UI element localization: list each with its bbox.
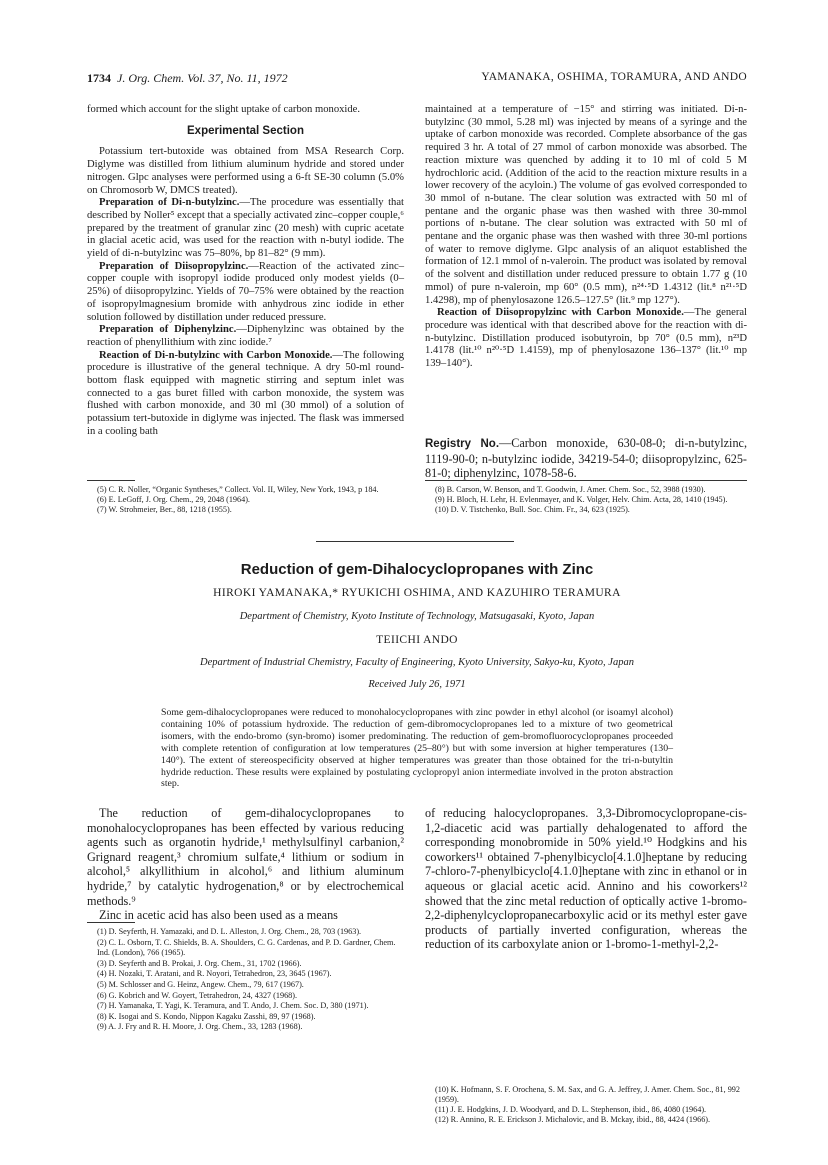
abstract: Some gem-dihalocyclopropanes were reduced to monohalocyclopropanes with zinc powder in ethyl alcohol (or isoamyl alcohol) containing 10% of potassium hydroxide. The reduction of gem-dibromocyclopropanes led to a mixture of two geometrical isomers, with the endo-bromo (syn-bromo) isomer predominating. The reduction of gem-bromofluorocyclopropanes proceeded with complete retention of configuration at low temperatures (25–80°) but with some inversion at higher temperatures (130–140°). The extent of stereospecificity observed at higher temperatures was greater than those obtained for the tri-n-butyltin hydride reduction. These results were explained by postulating cyclopropyl anion intermediate involved in the proton abstraction step. xyxy=(161,707,673,790)
upper-left-column xyxy=(87,104,404,439)
running-authors: YAMANAKA, OSHIMA, TORAMURA, AND ANDO xyxy=(481,71,747,83)
footnote: (12) R. Annino, R. E. Erickson J. Michalovic, and B. Mckay, ibid., 88, 4424 (1966). xyxy=(435,1115,711,1125)
registry-heading: Registry No. xyxy=(425,438,500,450)
footnote: (8) B. Carson, W. Benson, and T. Goodwin, J. Amer. Chem. Soc., 52, 3988 (1930). xyxy=(435,485,706,494)
footnote: (10) D. V. Tistchenko, Bull. Soc. Chim. Fr., 34, 623 (1925). xyxy=(435,505,630,515)
footnotes-right xyxy=(425,485,747,515)
footnote: (9) A. J. Fry and R. H. Moore, J. Org. Chem., 33, 1283 (1968). xyxy=(97,1022,303,1032)
footnote-rule xyxy=(87,480,135,481)
continued-paragraph: formed which account for the slight uptake of carbon monoxide. xyxy=(87,104,361,115)
footnotes-body-right xyxy=(425,1085,747,1125)
experimental-paragraph: Preparation of Diphenylzinc.—Diphenylzinc was obtained by the reaction of phenyllithium with zinc iodide.⁷ xyxy=(87,324,404,348)
footnote: (3) D. Seyferth and B. Prokai, J. Org. Chem., 31, 1702 (1966). xyxy=(97,958,302,968)
body-paragraph: The reduction of gem-dihalocyclopropanes to monohalocyclopropanes has been effected by various reducing agents such as organotin hydride,¹ methylsulfinyl carbanion,² Grignard reagent,³ chromium sulfate,⁴ lithium or sodium in alcohol,⁵ alkyllithium in alcohol,⁶ and lithium aluminum hydride,⁷ by catalytic hydrogenation,⁸ or by electrochemical methods.⁹ xyxy=(87,806,404,908)
section-title: Experimental Section xyxy=(187,124,304,137)
article-title: Reduction of gem-Dihalocyclopropanes with Zinc xyxy=(240,561,594,578)
footnote: (2) C. L. Osborn, T. C. Shields, B. A. Shoulders, C. G. Cardenas, and P. D. Gardner, Chem. Ind. (London), 766 (1965). xyxy=(97,937,396,958)
footnote: (10) K. Hofmann, S. F. Orochena, S. M. Sax, and G. A. Jeffrey, J. Amer. Chem. Soc., 81, 992 (1959). xyxy=(435,1085,740,1105)
run-in-heading: Preparation of Di-n-butylzinc. xyxy=(99,197,240,209)
experimental-paragraph: Potassium tert-butoxide was obtained from MSA Research Corp. Diglyme was distilled from lithium aluminum hydride and stored under nitrogen. Glpc analyses were performed using a 6-ft SE-30 column (5.0% on Chromosorb W, DMCS treated). xyxy=(87,146,404,196)
footnotes-left xyxy=(87,485,404,515)
footnote: (4) H. Nozaki, T. Aratani, and R. Noyori, Tetrahedron, 23, 3645 (1967). xyxy=(97,969,332,979)
affiliation: Department of Industrial Chemistry, Faculty of Engineering, Kyoto University, Sakyo-ku, Kyoto, Japan xyxy=(200,657,634,668)
experimental-paragraph: Preparation of Di-n-butylzinc.—The procedure was essentially that described by Noller⁵ except that a specially activated zinc–copper couple,⁶ prepared by the treatment of granular zinc (20 mesh) with cupric acetate in glacial acetic acid, was used for the reaction with n-butyl iodide. The yield of di-n-butylzinc was 75–80%, bp 81–82° (9 mm). xyxy=(87,197,404,260)
experimental-paragraph: Preparation of Diisopropylzinc.—Reaction of the activated zinc–copper couple with isopropyl iodide produced only modest yields (0–25%) of diisopropylzinc. Yields of 70–75% were obtained by the reaction of isopropylmagnesium bromide with anhydrous zinc iodide in ether solution followed by distillation under reduced pressure. xyxy=(87,260,405,323)
footnote: (5) C. R. Noller, “Organic Syntheses,” Collect. Vol. II, Wiley, New York, 1943, p 184. xyxy=(97,485,379,494)
continued-paragraph: maintained at a temperature of −15° and stirring was initiated. Di-n-butylzinc (30 mmol, 5.28 ml) was injected by means of a syringe and the uptake of carbon monoxide was recorded. Complete absorbance of the gas required 3 hr. A total of 27 mmol of carbon monoxide was absorbed. The reaction mixture was quenched by adding it to 10 ml of cold 5 M hydrochloric acid. (Addition of the acid to the reaction mixture results in a lower recovery of the acyloin.) The volume of gas evolved corresponded to 30 mmol of n-butane. The clear solution was extracted with 50 ml of pentane and the organic phase was then washed with three 30-mmol portions of n-butane. The clear solution was extracted with 50 ml of pentane and the organic phase was then washed with three 30-ml portions of water to remove diglyme. Glpc analysis of an aliquot established the formation of 12.1 mmol of n-valeroin. The product was isolated by removal of the solvent and distillation under reduced pressure to obtain 1.77 g (10 mmol) of pure n-valeroin, mp 60° (0.5 mm), n²⁴·⁵D 1.4312 (lit.⁸ n²¹·⁵D 1.4298), mp of phenylosazone 126.5–127.5° (lit.⁹ mp 127°). xyxy=(425,104,747,306)
continued-paragraph: of reducing halocyclopropanes. 3,3-Dibromocyclopropane-cis-1,2-diacetic acid was partially dehalogenated to afford the corresponding monobromide in 50% yield.¹⁰ Hodgkins and his coworkers¹¹ obtained 7-phenylbicyclo[4.1.0]heptane by reducing 7-chloro-7-phenylbicyclo[4.1.0]heptane with zinc in ethanol or in aqueous or glacial acetic acid. Annino and his coworkers¹² showed that the zinc metal reduction of optically active 1-bromo-2,2-diphenylcyclopropanecarboxylic acid or its methyl ester gave products of partially inverted configuration, whereas the reduction of its carboxylate anion or 1-bromo-1-methyl-2,2- xyxy=(425,806,747,952)
affiliation: Department of Chemistry, Kyoto Institute of Technology, Matsugasaki, Kyoto, Japan xyxy=(239,611,595,622)
run-in-heading: Reaction of Di-n-butylzinc with Carbon Monoxide. xyxy=(99,349,333,361)
footnote-rule xyxy=(87,922,135,923)
footnotes-body-left xyxy=(87,927,404,1033)
experimental-paragraph: Reaction of Diisopropylzinc with Carbon Monoxide.—The general procedure was identical with that described above for the reaction with di-n-butylzinc. Distillation produced isobutyroin, bp 70° (0.5 mm), n²³D 1.4178 (lit.¹⁰ n²⁰·⁵D 1.4159), mp of phenylosazone 136–137° (lit.¹⁰ mp 139–140°). xyxy=(425,307,747,370)
footnote: (7) W. Strohmeier, Ber., 88, 1218 (1955). xyxy=(97,505,232,515)
experimental-paragraph: Reaction of Di-n-butylzinc with Carbon Monoxide.—The following procedure is illustrative of the general technique. A dry 50-ml round-bottom flask equipped with magnetic stirring and septum inlet was connected to a gas buret filled with carbon monoxide, the system was flushed with carbon monoxide, and 30 ml (30 mmol) of a solution of potassium tert-butoxide in diglyme was injected. The flask was immersed in a cooling bath xyxy=(87,349,404,437)
footnote: (7) H. Yamanaka, T. Yagi, K. Teramura, and T. Ando, J. Chem. Soc. D, 380 (1971). xyxy=(97,1001,369,1011)
received-date: Received July 26, 1971 xyxy=(368,679,466,690)
footnote: (1) D. Seyferth, H. Yamazaki, and D. L. Alleston, J. Org. Chem., 28, 703 (1963). xyxy=(97,927,362,936)
body-paragraph: Zinc in acetic acid has also been used as a means xyxy=(99,908,338,923)
journal-citation: J. Org. Chem. Vol. 37, No. 11, 1972 xyxy=(117,71,288,85)
footnote: (8) K. Isogai and S. Kondo, Nippon Kagaku Zasshi, 89, 97 (1968). xyxy=(97,1011,316,1021)
upper-right-column xyxy=(425,104,747,371)
footnote-rule xyxy=(425,480,747,481)
body-right-column xyxy=(425,806,747,952)
footnote: (11) J. E. Hodgkins, J. D. Woodyard, and D. L. Stephenson, ibid., 86, 4080 (1964). xyxy=(435,1105,707,1115)
author-line: HIROKI YAMANAKA,* RYUKICHI OSHIMA, AND KAZUHIRO TERAMURA xyxy=(213,587,621,599)
footnote: (5) M. Schlosser and G. Heinz, Angew. Chem., 79, 617 (1967). xyxy=(97,979,304,989)
body-left-column xyxy=(87,806,404,923)
footnote: (6) E. LeGoff, J. Org. Chem., 29, 2048 (1964). xyxy=(97,495,250,505)
run-in-heading: Reaction of Diisopropylzinc with Carbon Monoxide. xyxy=(437,307,684,319)
page-number: 1734 xyxy=(87,71,111,85)
article-separator xyxy=(316,541,514,542)
run-in-heading: Preparation of Diphenylzinc. xyxy=(99,324,237,336)
author-line: TEIICHI ANDO xyxy=(376,634,458,646)
footnote: (6) G. Kobrich and W. Goyert, Tetrahedron, 24, 4327 (1968). xyxy=(97,990,298,1000)
run-in-heading: Preparation of Diisopropylzinc. xyxy=(99,260,249,272)
footnote: (9) H. Bloch, H. Lehr, H. Evlenmayer, and K. Volger, Helv. Chim. Acta, 28, 1410 (1945). xyxy=(435,495,728,505)
registry-numbers: Registry No.—Carbon monoxide, 630-08-0; di-n-butylzinc, 1119-90-0; n-butylzinc iodide, 34219-54-0; diisopropylzinc, 625-81-0; diphenylzinc, 1078-58-6. xyxy=(425,436,747,481)
running-header xyxy=(87,71,747,89)
